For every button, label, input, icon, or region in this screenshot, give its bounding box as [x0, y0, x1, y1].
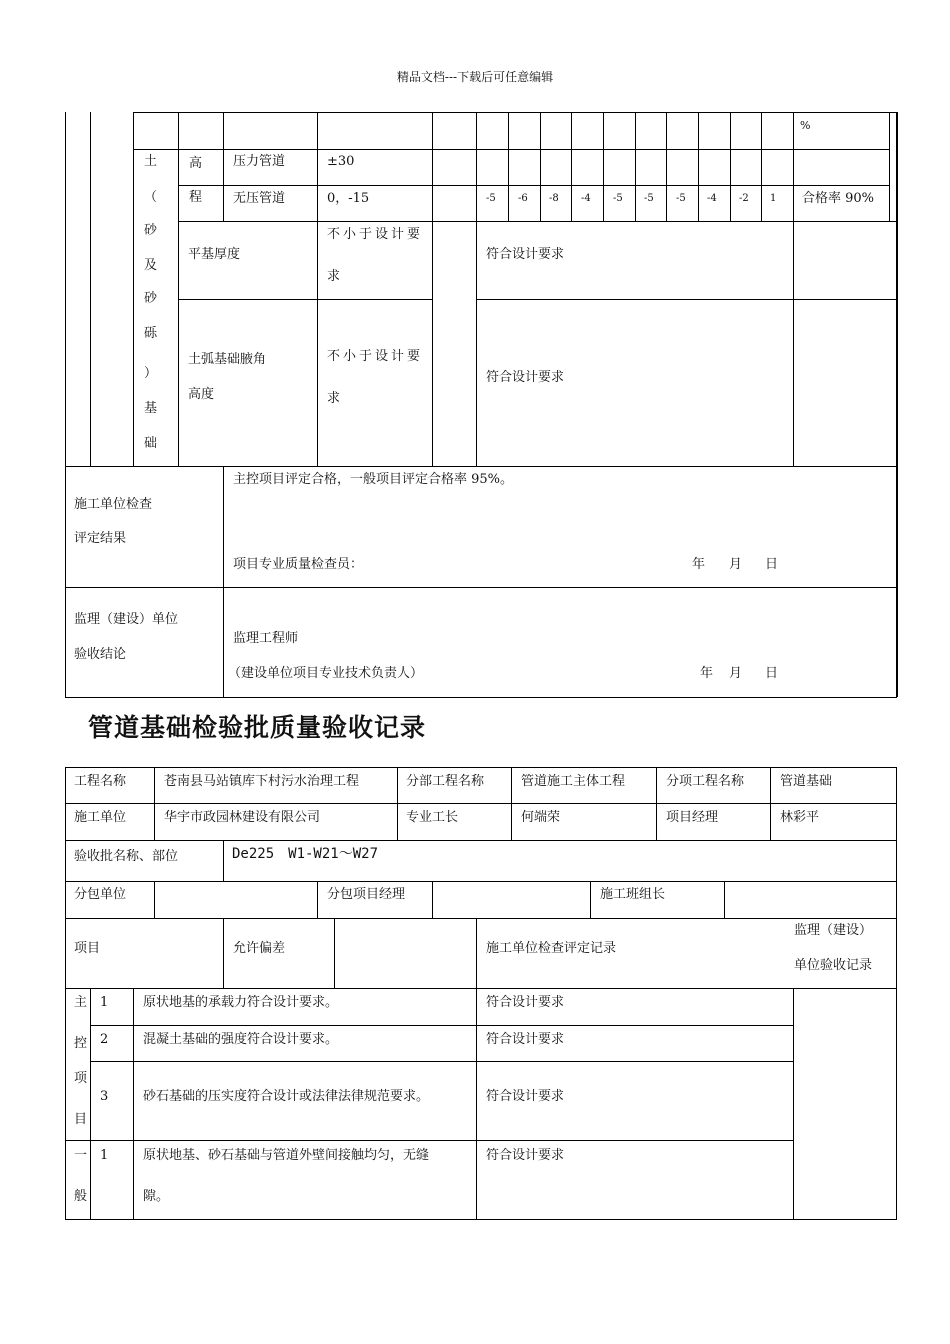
flat-thickness-tolerance: 不小于设计要 — [327, 227, 424, 242]
measurement-value: -4 — [707, 193, 717, 204]
supervision-label: 监理（建设）单位 — [74, 612, 179, 627]
arc-angle-tolerance: 求 — [327, 391, 341, 406]
item-text: 混凝土基础的强度符合设计要求。 — [143, 1032, 339, 1047]
general-char: 般 — [74, 1189, 88, 1204]
sub-project-label: 分部工程名称 — [406, 774, 485, 789]
measurement-value: -4 — [581, 193, 591, 204]
foundation-type-char: （ — [144, 190, 158, 205]
item-text: 原状地基、砂石基础与管道外壁间接触均匀，无缝 — [143, 1148, 430, 1163]
foundation-type-char: 础 — [144, 436, 158, 451]
sub-project: 管道施工主体工程 — [521, 774, 626, 789]
item-result: 符合设计要求 — [486, 995, 565, 1010]
construction-check-label: 施工单位检查 — [74, 497, 153, 512]
measurement-value: -5 — [676, 193, 686, 204]
main-control-char: 主 — [74, 995, 88, 1010]
foundation-type-char: 基 — [144, 401, 158, 416]
item-result: 符合设计要求 — [486, 1148, 565, 1163]
date-month: 月 — [729, 557, 743, 572]
col-tolerance-header: 允许偏差 — [233, 941, 286, 956]
elevation-char: 高 — [189, 156, 203, 171]
item-number: 1 — [100, 995, 109, 1010]
main-control-char: 项 — [74, 1071, 88, 1086]
contractor: 华宇市政园林建设有限公司 — [164, 810, 321, 825]
date-day: 日 — [765, 666, 779, 681]
foreman: 何端荣 — [521, 810, 561, 825]
item-project-label: 分项工程名称 — [666, 774, 745, 789]
foundation-type-char: 及 — [144, 258, 158, 273]
project-name: 苍南县马站镇库下村污水治理工程 — [164, 774, 360, 789]
foreman-label: 专业工长 — [406, 810, 459, 825]
contractor-label: 施工单位 — [74, 810, 127, 825]
percent-mark: % — [800, 119, 811, 132]
gravity-pipe-tolerance: 0，-15 — [327, 191, 370, 206]
batch-label: 验收批名称、部位 — [74, 849, 179, 864]
sub-manager-label: 分包项目经理 — [327, 887, 406, 902]
project-name-label: 工程名称 — [74, 774, 127, 789]
item-result: 符合设计要求 — [486, 1032, 565, 1047]
elevation-char: 程 — [189, 190, 203, 205]
general-char: 一 — [74, 1148, 88, 1163]
measurement-value: -2 — [739, 193, 749, 204]
flat-thickness-label: 平基厚度 — [188, 247, 241, 262]
quality-inspector: 项目专业质量检查员： — [233, 557, 364, 572]
supervision-label: 验收结论 — [74, 647, 127, 662]
arc-angle-label: 土弧基础腋角 — [188, 352, 267, 367]
manager-label: 项目经理 — [666, 810, 719, 825]
col-supervision-header: 单位验收记录 — [794, 958, 873, 973]
date-year: 年 — [692, 557, 706, 572]
header-note: 精品文档---下载后可任意编辑 — [396, 70, 554, 84]
date-month: 月 — [729, 666, 743, 681]
measurement-value: -5 — [644, 193, 654, 204]
measurement-value: -5 — [486, 193, 496, 204]
item-project: 管道基础 — [780, 774, 833, 789]
construction-summary: 主控项目评定合格，一般项目评定合格率 95%。 — [233, 472, 514, 487]
flat-thickness-result: 符合设计要求 — [486, 247, 565, 262]
item-text: 原状地基的承载力符合设计要求。 — [143, 995, 339, 1010]
col-check-header: 施工单位检查评定记录 — [486, 941, 617, 956]
measurement-value: -6 — [518, 193, 528, 204]
date-day: 日 — [765, 557, 779, 572]
foundation-type-char: ） — [144, 366, 158, 381]
main-control-char: 目 — [74, 1112, 88, 1127]
measurement-value: -5 — [613, 193, 623, 204]
item-number: 2 — [100, 1032, 109, 1047]
foundation-type-char: 砂 — [144, 291, 158, 306]
supervising-engineer: 监理工程师 — [233, 631, 299, 646]
arc-angle-label: 高度 — [188, 387, 215, 402]
measurement-value: 1 — [770, 193, 777, 204]
subcontractor-label: 分包单位 — [74, 887, 127, 902]
col-item-header: 项目 — [74, 941, 101, 956]
measurement-value: -8 — [549, 193, 559, 204]
pressure-pipe-tolerance: ±30 — [327, 154, 355, 169]
item-text: 隙。 — [143, 1189, 170, 1204]
owner-representative: （建设单位项目专业技术负责人） — [228, 666, 424, 681]
batch: De225 W1-W21～W27 — [232, 846, 379, 862]
flat-thickness-tolerance: 求 — [327, 269, 341, 284]
team-leader-label: 施工班组长 — [600, 887, 666, 902]
col-supervision-header: 监理（建设） — [794, 923, 873, 938]
arc-angle-tolerance: 不小于设计要 — [327, 349, 424, 364]
item-result: 符合设计要求 — [486, 1089, 565, 1104]
pressure-pipe-label: 压力管道 — [233, 154, 286, 169]
gravity-pipe-label: 无压管道 — [233, 191, 286, 206]
item-number: 3 — [100, 1089, 109, 1104]
foundation-type-char: 砂 — [144, 223, 158, 238]
pass-rate: 合格率 90% — [802, 191, 875, 206]
construction-check-label: 评定结果 — [74, 531, 127, 546]
page-title: 管道基础检验批质量验收记录 — [88, 713, 427, 742]
item-number: 1 — [100, 1148, 109, 1163]
foundation-type-char: 土 — [144, 154, 158, 169]
arc-angle-result: 符合设计要求 — [486, 370, 565, 385]
manager: 林彩平 — [780, 810, 820, 825]
main-control-char: 控 — [74, 1036, 88, 1051]
foundation-type-char: 砾 — [144, 326, 158, 341]
item-text: 砂石基础的压实度符合设计或法律法律规范要求。 — [143, 1089, 430, 1104]
date-year: 年 — [700, 666, 714, 681]
